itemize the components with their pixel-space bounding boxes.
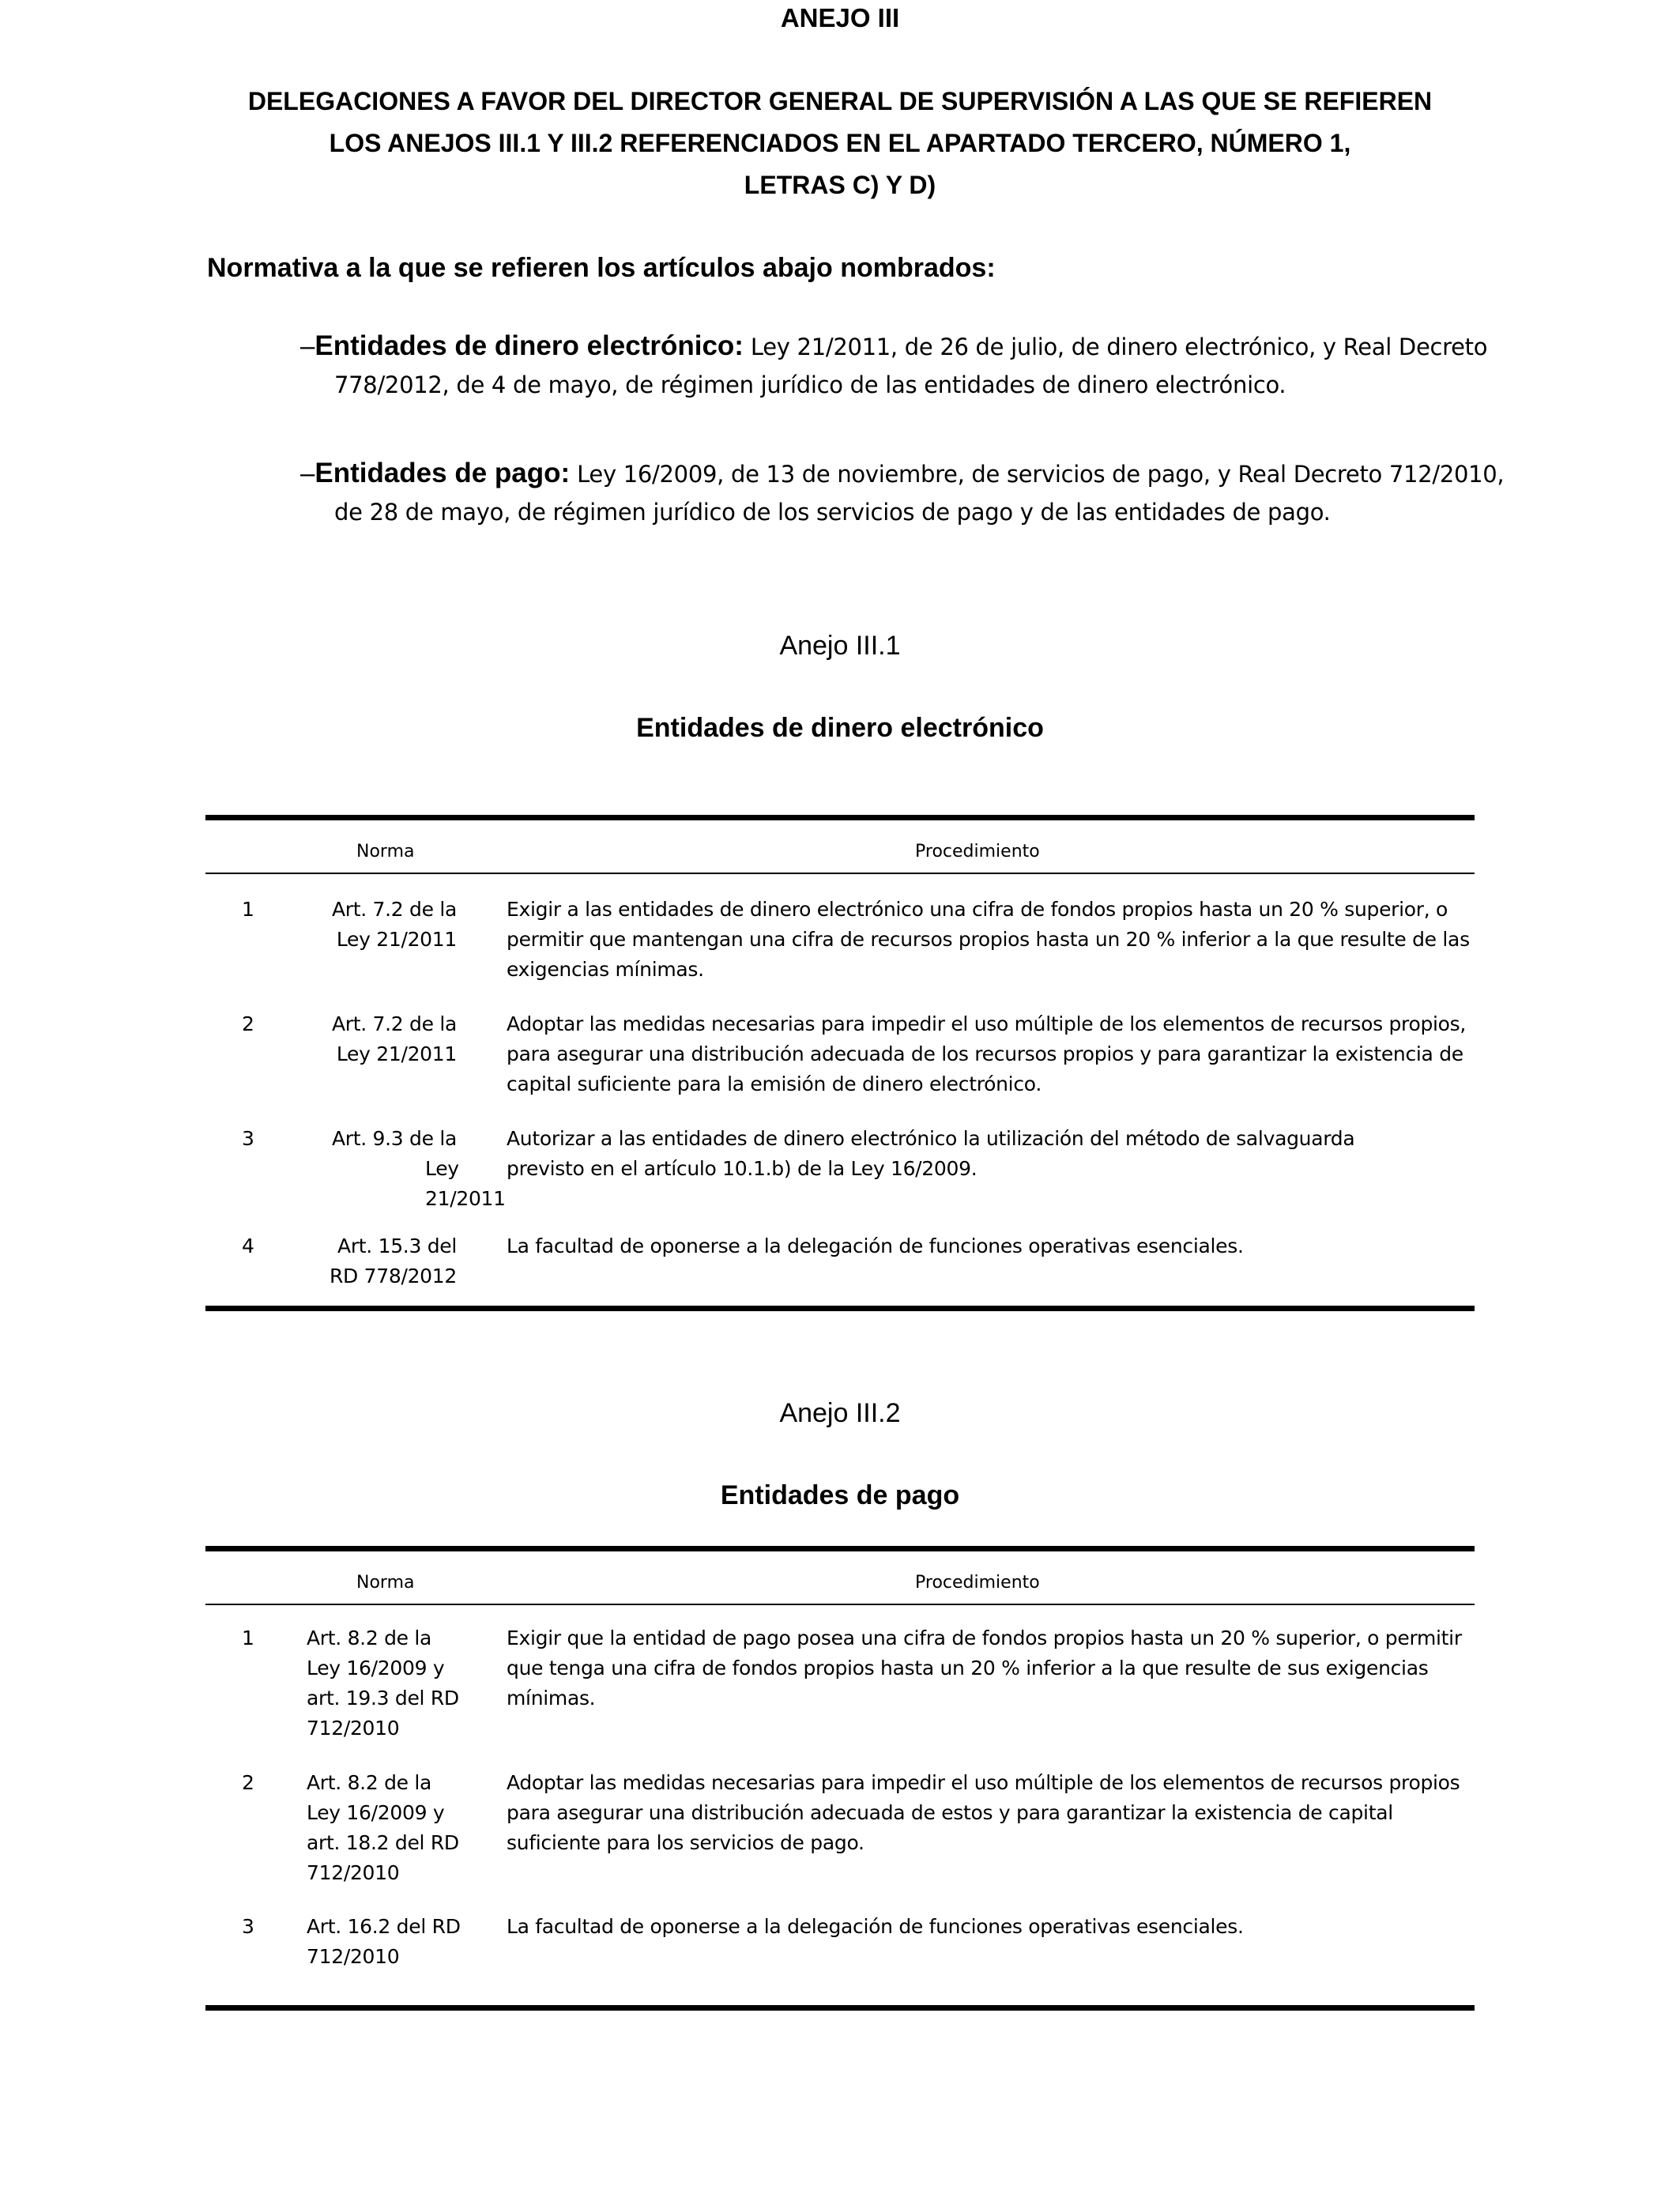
table-top-rule: [205, 1546, 1475, 1551]
row-procedimiento: Exigir que la entidad de pago posea una cifra de fondos propios hasta un 20 % superior, o permitir que tenga una cifra de fondos propios hasta un 20 % inferior a la que resulte de sus exigencias mínimas.: [507, 1627, 1462, 1710]
normativa-item-text: Ley 16/2009, de 13 de noviembre, de servicios de pago, y Real Decreto 712/2010,: [570, 461, 1505, 488]
annex1-title: Entidades de dinero electrónico: [636, 713, 1044, 743]
normativa-item-line: [300, 330, 1487, 362]
table-top-rule: [205, 815, 1475, 820]
normativa-item-text: 778/2012, de 4 de mayo, de régimen jurídico de las entidades de dinero electrónico.: [334, 371, 1286, 398]
column-header-procedimiento: Procedimiento: [915, 842, 1040, 861]
row-procedimiento: La facultad de oponerse a la delegación de funciones operativas esenciales.: [507, 1235, 1244, 1257]
table-bottom-rule: [205, 1306, 1475, 1311]
row-number: 3: [242, 1915, 254, 1938]
row-norma: Art. 8.2 de la Ley 16/2009 y art. 18.2 del RD 712/2010: [307, 1771, 459, 1884]
row-norma: Art. 8.2 de la Ley 16/2009 y art. 19.3 del RD 712/2010: [307, 1627, 459, 1740]
row-number: 1: [242, 1627, 254, 1649]
row-norma: Art. 9.3 de la Ley 21/2011: [331, 1127, 506, 1210]
row-procedimiento: Exigir a las entidades de dinero electrónico una cifra de fondos propios hasta un 20 % superior, o permitir que mantengan una cifra de recursos propios hasta un 20 % inferior a la que resulte de las exigencias mínimas.: [507, 898, 1470, 981]
row-number: 2: [242, 1771, 254, 1794]
column-header-norma: Norma: [356, 1573, 415, 1593]
heading-line: LETRAS C) Y D): [744, 171, 936, 199]
row-number: 3: [242, 1127, 254, 1150]
row-procedimiento: Adoptar las medidas necesarias para impedir el uso múltiple de los elementos de recursos propios, para asegurar una distribución adecuada de los recursos propios y para garantizar la existencia de capital suficiente para la emisión de dinero electrónico.: [507, 1012, 1467, 1095]
annex2-label: Anejo III.2: [779, 1398, 901, 1428]
row-norma: Art. 7.2 de la Ley 21/2011: [331, 898, 457, 951]
row-number: 1: [242, 898, 254, 921]
row-procedimiento: La facultad de oponerse a la delegación de funciones operativas esenciales.: [507, 1915, 1244, 1938]
table-bottom-rule: [205, 2005, 1475, 2011]
heading-line: LOS ANEJOS III.1 Y III.2 REFERENCIADOS EN EL APARTADO TERCERO, NÚMERO 1,: [329, 129, 1351, 157]
dash-marker: –: [300, 331, 315, 360]
annex1-table: [205, 815, 1475, 1313]
normativa-item-text: de 28 de mayo, de régimen jurídico de los servicios de pago y de las entidades de pago.: [334, 499, 1331, 526]
row-number: 4: [242, 1235, 254, 1257]
dash-marker: –: [300, 458, 315, 488]
row-procedimiento: Adoptar las medidas necesarias para impedir el uso múltiple de los elementos de recursos propios para asegurar una distribución adecuada de estos y para garantizar la existencia de capital suficiente para los servicios de pago.: [507, 1771, 1460, 1854]
row-norma: Art. 7.2 de la Ley 21/2011: [331, 1012, 457, 1065]
row-norma: Art. 16.2 del RD 712/2010: [307, 1915, 461, 1968]
normativa-item-text: Ley 21/2011, de 26 de julio, de dinero electrónico, y Real Decreto: [743, 334, 1488, 360]
table-header-rule: [205, 1604, 1475, 1605]
column-header-norma: Norma: [356, 842, 415, 861]
column-header-procedimiento: Procedimiento: [915, 1573, 1040, 1593]
row-procedimiento: Autorizar a las entidades de dinero electrónico la utilización del método de salvaguarda previsto en el artículo 10.1.b) de la Ley 16/2009.: [507, 1127, 1355, 1180]
annex1-label: Anejo III.1: [779, 631, 901, 661]
annex2-title: Entidades de pago: [720, 1480, 960, 1510]
row-number: 2: [242, 1012, 254, 1035]
table-header-rule: [205, 873, 1475, 874]
heading-line: DELEGACIONES A FAVOR DEL DIRECTOR GENERAL DE SUPERVISIÓN A LAS QUE SE REFIEREN: [247, 87, 1433, 115]
normativa-item-label: Entidades de pago:: [315, 458, 571, 488]
normativa-item-line: [300, 458, 1504, 489]
anejo-title: ANEJO III: [780, 3, 900, 32]
row-norma: Art. 15.3 del RD 778/2012: [329, 1235, 457, 1287]
normativa-item-label: Entidades de dinero electrónico:: [315, 330, 744, 361]
annex2-table: [205, 1546, 1475, 2036]
normativa-intro: Normativa a la que se refieren los artículos abajo nombrados:: [207, 253, 996, 283]
